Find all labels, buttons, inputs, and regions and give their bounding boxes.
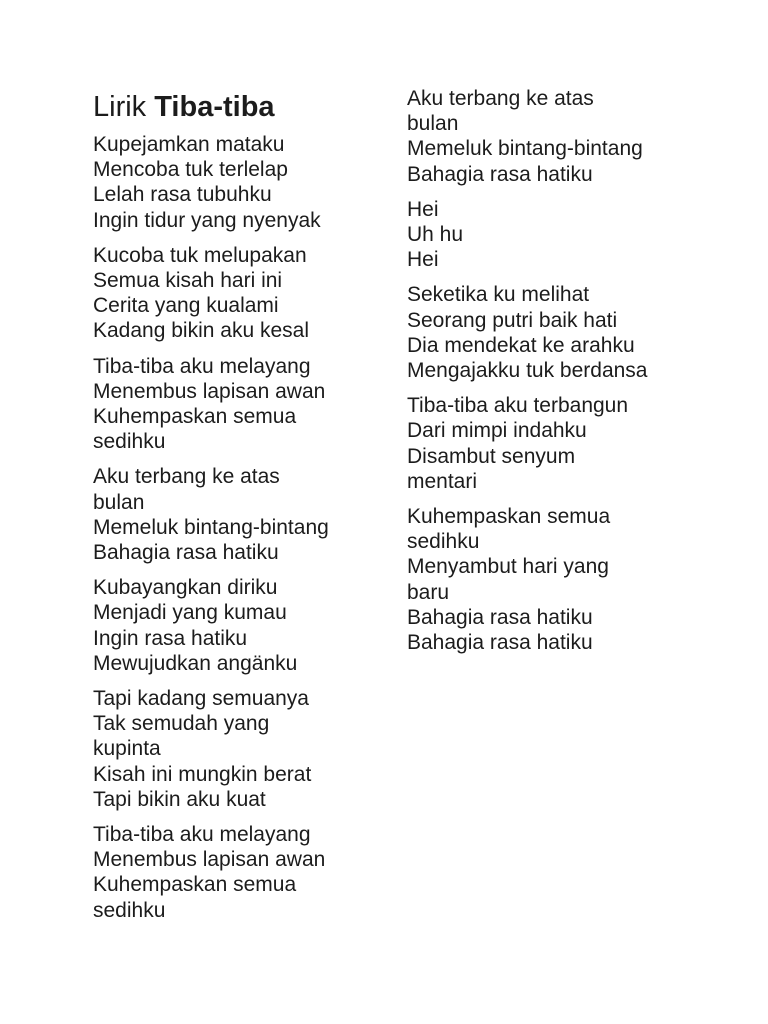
lyric-line: Menjadi yang kumau: [93, 601, 287, 625]
title-prefix: Lirik: [93, 91, 147, 123]
lyric-line: Kisah ini mungkin berat: [93, 762, 312, 786]
lyric-line: Tapi kadang semuanya: [93, 687, 309, 711]
title-song-name: Tiba-tiba: [154, 91, 275, 123]
lyric-line: Dari mimpi indahku: [407, 419, 587, 443]
right-stanzas: [407, 86, 727, 655]
lyric-line: Hei: [407, 248, 439, 272]
lyric-stanza: [407, 504, 727, 655]
lyric-line: Menembus lapisan awan: [93, 379, 326, 403]
lyric-stanza: [93, 354, 393, 455]
lyric-line: bulan: [93, 490, 145, 514]
lyric-line: Semua kisah hari ini: [93, 269, 283, 293]
lyric-line: Tiba-tiba aku melayang: [93, 354, 311, 378]
lyric-line: Lelah rasa tubuhku: [93, 183, 272, 207]
lyric-line: Kuhempaskan semua: [407, 505, 611, 529]
lyric-stanza: [93, 243, 393, 344]
lyric-stanza: [93, 132, 393, 233]
lyric-line: Kadang bikin aku kesal: [93, 319, 309, 343]
lyric-line: Bahagia rasa hatiku: [407, 605, 593, 629]
lyric-line: Cerita yang kualami: [93, 294, 279, 318]
lyric-line: sedihku: [407, 530, 480, 554]
lyric-stanza: [407, 282, 727, 383]
lyrics-column-left: [93, 86, 393, 933]
lyric-line: Kubayangkan diriku: [93, 576, 278, 600]
lyric-line: Tiba-tiba aku terbangun: [407, 394, 629, 418]
lyric-line: Menyambut hari yang: [407, 555, 609, 579]
lyric-stanza: [407, 197, 727, 273]
lyric-stanza: [93, 822, 393, 923]
lyric-line: Uh hu: [407, 223, 464, 247]
lyric-line: Aku terbang ke atas: [93, 465, 280, 489]
lyric-line: Tiba-tiba aku melayang: [93, 823, 311, 847]
lyric-line: Tapi bikin aku kuat: [93, 787, 266, 811]
lyric-line: Seketika ku melihat: [407, 283, 590, 307]
lyric-line: Kupejamkan mataku: [93, 133, 285, 156]
lyric-line: Memeluk bintang-bintang: [407, 137, 643, 161]
lyric-line: Mengajakku tuk berdansa: [407, 359, 648, 383]
lyric-stanza: [93, 575, 393, 676]
lyric-line: bulan: [407, 112, 459, 136]
lyric-line: Bahagia rasa hatiku: [407, 631, 593, 655]
lyric-line: Hei: [407, 197, 439, 221]
page-title: [93, 88, 393, 126]
lyric-stanza: [93, 686, 393, 812]
lyric-line: Kuhempaskan semua: [93, 405, 297, 429]
lyric-line: Mewujudkan angänku: [93, 651, 298, 675]
lyric-line: Ingin tidur yang nyenyak: [93, 208, 321, 232]
lyric-line: sedihku: [93, 898, 166, 922]
lyric-line: Tak semudah yang: [93, 712, 270, 736]
lyric-line: Ingin rasa hatiku: [93, 626, 248, 650]
lyric-stanza: [407, 86, 727, 187]
lyric-line: Mencoba tuk terlelap: [93, 158, 288, 182]
lyric-line: Kucoba tuk melupakan: [93, 243, 307, 267]
lyric-line: kupinta: [93, 737, 161, 761]
left-stanzas: [93, 132, 393, 923]
lyric-stanza: [407, 393, 727, 494]
lyric-line: Menembus lapisan awan: [93, 848, 326, 872]
lyric-line: Bahagia rasa hatiku: [93, 541, 279, 565]
lyric-line: Seorang putri baik hati: [407, 308, 618, 332]
lyric-line: Dia mendekat ke arahku: [407, 333, 635, 357]
lyric-line: Kuhempaskan semua: [93, 873, 297, 897]
lyric-line: sedihku: [93, 430, 166, 454]
lyric-stanza: [93, 464, 393, 565]
lyric-line: Aku terbang ke atas: [407, 87, 594, 110]
lyric-line: mentari: [407, 469, 478, 493]
lyric-line: Disambut senyum: [407, 444, 576, 468]
lyrics-column-right: [407, 86, 727, 665]
lyric-line: Bahagia rasa hatiku: [407, 162, 593, 186]
lyric-line: baru: [407, 580, 450, 604]
lyric-line: Memeluk bintang-bintang: [93, 515, 329, 539]
